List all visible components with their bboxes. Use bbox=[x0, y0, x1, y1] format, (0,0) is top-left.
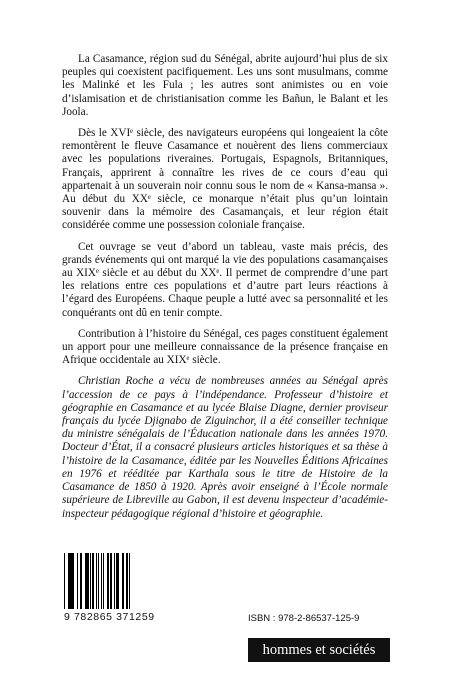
barcode-number: 9 782865 371259 bbox=[64, 611, 155, 623]
paragraph-2: Dès le XVIᵉ siècle, des navigateurs européens qui longeaient la côte remontèrent le fleuve Casamance et nouèrent des liens commerciaux avec les populations riveraines. Portugais, Espagnols, Britanniques, Français, apprirent à connaître les rives de ce cours d’eau qui appartenait à un souverain noir connu sous le nom de « Kansa-mansa ». Au début du XXᵉ siècle, ce monarque n’était plus qu’un lointain souvenir dans la mémoire des Casamançais, et leur région était considérée comme une possession coloniale française. bbox=[62, 127, 388, 232]
barcode-block bbox=[64, 553, 154, 623]
isbn-label: ISBN : 978-2-86537-125-9 bbox=[248, 613, 360, 624]
paragraph-3: Cet ouvrage se veut d’abord un tableau, vaste mais précis, des grands événements qui ont marqué la vie des populations casamançaises au XIXᵉ siècle et au début du XXᵉ. Il permet de comprendre d’une part les relations entre ces populations et d’autre part leurs réactions à l’égard des Européens. Chaque peuple a lutté avec sa personnalité et les conquérants ont dû en tenir compte. bbox=[62, 240, 388, 319]
paragraph-1: La Casamance, région sud du Sénégal, abrite aujourd’hui plus de six peuples qui coexistent pacifiquement. Les uns sont musulmans, comme les Malinké et les Fula ; les autres sont animistes ou en voie d’islamisation et de christianisation comme les Bañun, le Balant et les Joola. bbox=[62, 53, 388, 118]
paragraph-4: Contribution à l’histoire du Sénégal, ces pages constituent également un apport pour une meilleure connaissance de la présence française en Afrique occidentale au XIXᵉ siècle. bbox=[62, 327, 388, 367]
back-cover-text bbox=[62, 53, 388, 521]
barcode-bar bbox=[130, 553, 131, 609]
collection-label: hommes et sociétés bbox=[248, 638, 390, 662]
barcode bbox=[64, 553, 154, 609]
author-bio: Christian Roche a vécu de nombreuses années au Sénégal après l’accession de ce pays à l’indépendance. Professeur d’histoire et géographie en Casamance et au lycée Blaise Diagne, dernier proviseur français du lycée Djignabo de Ziguinchor, il a été conseiller technique du ministre sénégalais de l’Éducation nationale dans les années 1970. Docteur d’État, il a consacré plusieurs articles historiques et sa thèse à l’histoire de la Casamance, éditée par les Nouvelles Éditions Africaines en 1976 et rééditée par Karthala sous le titre de Histoire de la Casamance de 1850 à 1920. Après avoir enseigné à l’École normale supérieure de Libreville au Gabon, il est devenu inspecteur d’académie-inspecteur pédagogique régional d’histoire et géographie. bbox=[62, 375, 388, 520]
